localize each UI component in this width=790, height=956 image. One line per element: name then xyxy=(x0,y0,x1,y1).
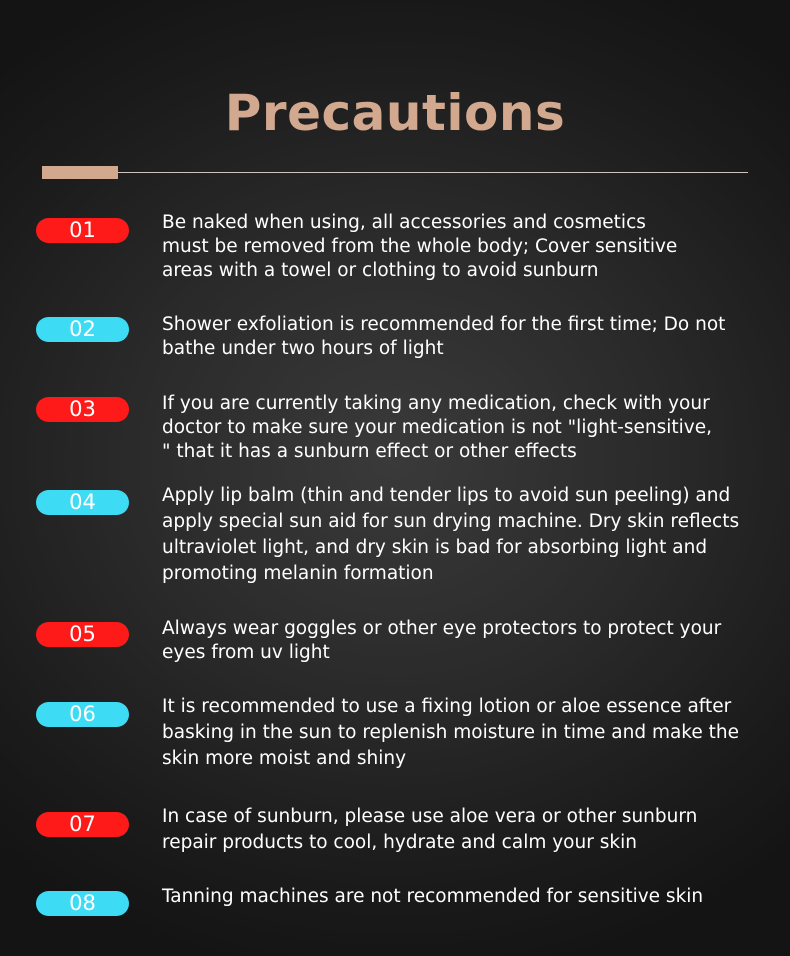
item-text: Apply lip balm (thin and tender lips to avoid sun peeling) and apply special sun aid for sun drying machine. Dry skin reflects ultraviolet light, and dry skin is bad for absorbing light and promoting melanin formation xyxy=(162,485,740,584)
item-text: Be naked when using, all accessories and cosmetics must be removed from the whole body; Cover sensitive areas with a towel or clothing to avoid sunburn xyxy=(162,212,678,281)
item-number-badge: 04 xyxy=(36,490,129,515)
item-number-badge: 03 xyxy=(36,397,129,422)
title-divider-accent xyxy=(42,166,118,179)
item-number-badge: 05 xyxy=(36,622,129,647)
item-number-badge: 02 xyxy=(36,317,129,342)
item-text: Shower exfoliation is recommended for the first time; Do not bathe under two hours of light xyxy=(162,314,726,359)
item-text: Tanning machines are not recommended for sensitive skin xyxy=(162,886,704,907)
item-number-badge: 08 xyxy=(36,891,129,916)
title-divider xyxy=(42,172,748,173)
item-text: In case of sunburn, please use aloe vera or other sunburn repair products to cool, hydrate and calm your skin xyxy=(162,806,698,853)
page-title: Precautions xyxy=(224,84,566,142)
item-text: It is recommended to use a fixing lotion or aloe essence after basking in the sun to replenish moisture in time and make the skin more moist and shiny xyxy=(162,696,739,769)
item-number-badge: 06 xyxy=(36,702,129,727)
item-text: Always wear goggles or other eye protectors to protect your eyes from uv light xyxy=(162,618,722,663)
item-number-badge: 07 xyxy=(36,812,129,837)
item-number-badge: 01 xyxy=(36,218,129,243)
item-text: If you are currently taking any medication, check with your doctor to make sure your medication is not "light-sensitive, " that it has a sunburn effect or other effects xyxy=(162,393,712,462)
